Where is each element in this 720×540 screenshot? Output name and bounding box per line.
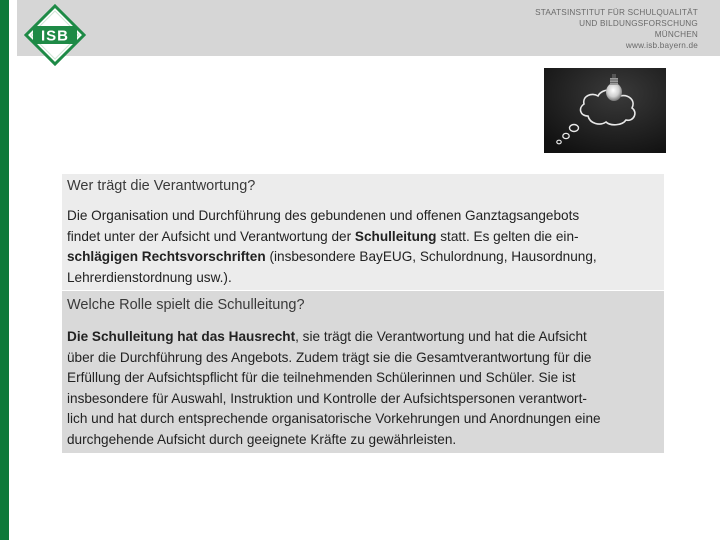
lightbulb-thought-image: [544, 68, 666, 153]
bold-text: schlägigen Rechtsvorschriften: [67, 249, 266, 264]
section-heading: Wer trägt die Verantwortung?: [67, 178, 256, 194]
section-school-leadership-role: [62, 291, 664, 453]
institute-block: [458, 7, 698, 51]
body-text: Die Organisation und Durchführung des gebundenen und offenen Ganztagsangebots: [67, 208, 580, 223]
body-text: , sie trägt die Verantwortung und hat die Aufsicht: [295, 329, 587, 344]
institute-line: MÜNCHEN: [654, 30, 698, 39]
body-text: lich und hat durch entsprechende organisatorische Vorkehrungen und Anordnungen eine: [67, 411, 601, 426]
body-text: (insbesondere BayEUG, Schulordnung, Hausordnung,: [265, 249, 597, 264]
institute-url: www.isb.bayern.de: [625, 41, 698, 50]
body-text: statt. Es gelten die ein-: [436, 228, 579, 244]
isb-logo: [24, 4, 86, 66]
section-responsibility: [62, 174, 664, 290]
bold-text: Die Schulleitung hat das Hausrecht: [67, 329, 296, 344]
body-text: Erfüllung der Aufsichtspflicht für die teilnehmenden Schülerinnen und Schüler. Sie ist: [67, 370, 576, 385]
institute-line: STAATSINSTITUT FÜR SCHULQUALITÄT: [535, 8, 698, 17]
brand-side-bar: [0, 0, 9, 540]
body-text: findet unter der Aufsicht und Verantwortung der: [67, 228, 355, 244]
section-heading: Welche Rolle spielt die Schulleitung?: [67, 297, 305, 313]
body-text: Lehrerdienstordnung usw.).: [67, 269, 232, 285]
body-text: durchgehende Aufsicht durch geeignete Kräfte zu gewährleisten.: [67, 431, 457, 447]
body-text: über die Durchführung des Angebots. Zudem trägt sie die Gesamtverantwortung für die: [67, 349, 592, 365]
logo-text: ISB: [40, 27, 70, 45]
section-body: [67, 327, 664, 450]
body-text: insbesondere für Auswahl, Instruktion und Kontrolle der Aufsichtspersonen verantwort-: [67, 390, 587, 406]
institute-line: UND BILDUNGSFORSCHUNG: [579, 19, 698, 28]
section-body: [67, 206, 664, 288]
bold-text: Schulleitung: [354, 228, 437, 244]
